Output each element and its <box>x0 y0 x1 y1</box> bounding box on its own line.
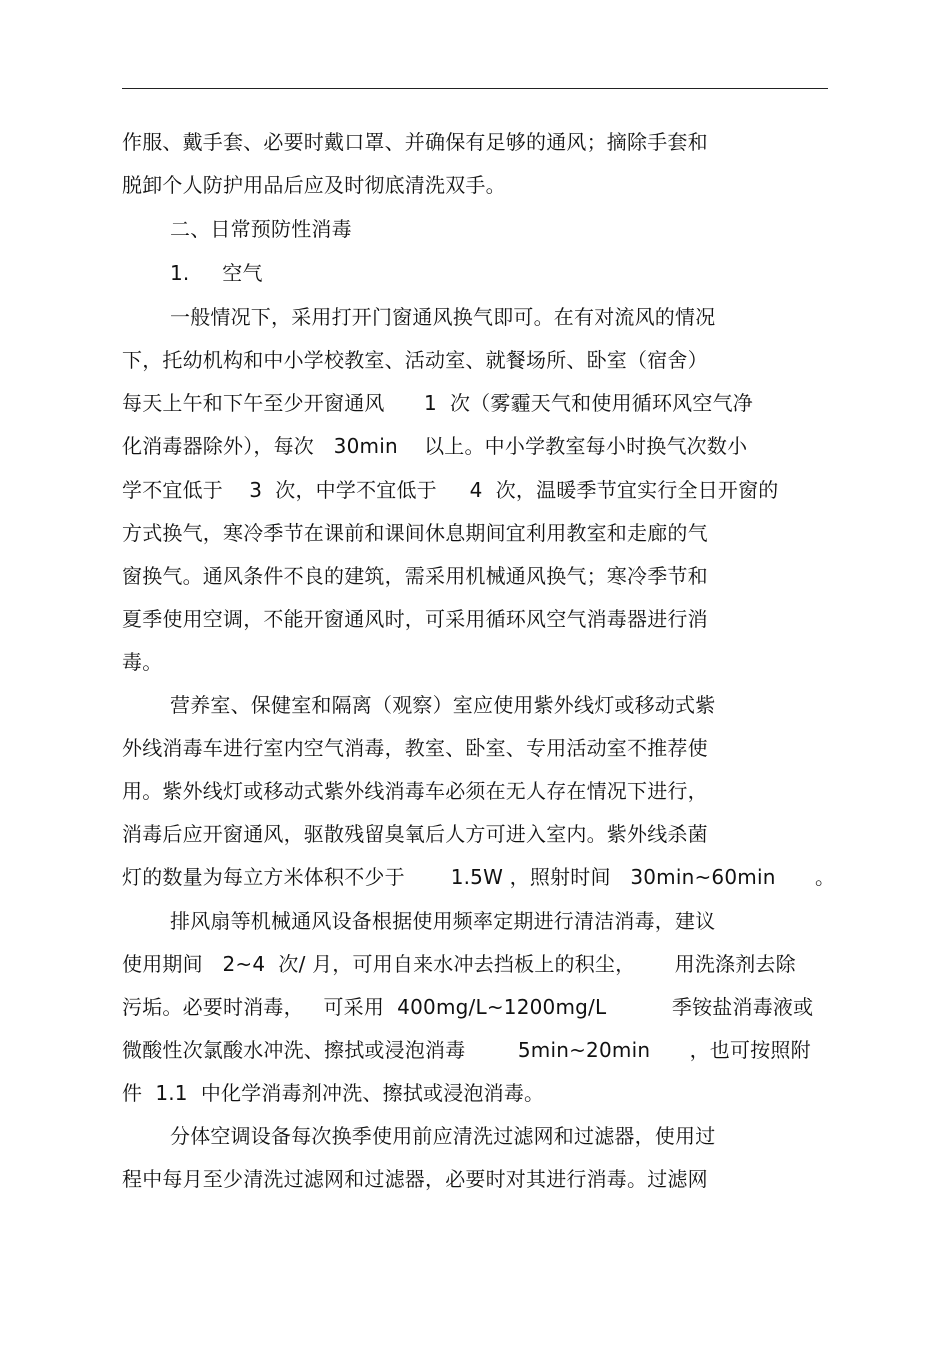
text-line: 排风扇等机械通风设备根据使用频率定期进行清洁消毒，建议 <box>170 909 716 933</box>
section-heading: 二、日常预防性消毒 <box>170 217 352 241</box>
text-line: 分体空调设备每次换季使用前应清洗过滤网和过滤器，使用过 <box>170 1124 716 1148</box>
text-line: 使用期间 2~4 次/ 月，可用自来水冲去挡板上的积尘， 用洗涤剂去除 <box>122 952 796 976</box>
text-line: 件 1.1 中化学消毒剂冲洗、擦拭或浸泡消毒。 <box>122 1081 545 1105</box>
text-line: 学不宜低于 3 次，中学不宜低于 4 次，温暖季节宜实行全日开窗的 <box>122 478 779 502</box>
text-line: 微酸性次氯酸水冲洗、擦拭或浸泡消毒 5min~20min ，也可按照附 <box>122 1038 811 1062</box>
text-line: 毒。 <box>122 650 163 674</box>
text-line: 脱卸个人防护用品后应及时彻底清洗双手。 <box>122 173 506 197</box>
text-line: 作服、戴手套、必要时戴口罩、并确保有足够的通风；摘除手套和 <box>122 130 708 154</box>
text-line: 化消毒器除外），每次 30min 以上。中小学教室每小时换气次数小 <box>122 434 748 458</box>
text-line: 窗换气。通风条件不良的建筑，需采用机械通风换气；寒冷季节和 <box>122 564 708 588</box>
subsection-heading: 1. 空气 <box>170 261 263 285</box>
text-line: 外线消毒车进行室内空气消毒，教室、卧室、专用活动室不推荐使 <box>122 736 708 760</box>
text-line: 营养室、保健室和隔离（观察）室应使用紫外线灯或移动式紫 <box>170 693 716 717</box>
text-line: 灯的数量为每立方米体积不少于 1.5W ，照射时间 30min~60min 。 <box>122 865 836 889</box>
text-line: 方式换气，寒冷季节在课前和课间休息期间宜利用教室和走廊的气 <box>122 521 708 545</box>
text-line: 程中每月至少清洗过滤网和过滤器，必要时对其进行消毒。过滤网 <box>122 1167 708 1191</box>
header-rule <box>122 88 828 89</box>
text-line: 每天上午和下午至少开窗通风 1 次（雾霾天气和使用循环风空气净 <box>122 391 753 415</box>
text-line: 下，托幼机构和中小学校教室、活动室、就餐场所、卧室（宿舍） <box>122 348 708 372</box>
text-line: 消毒后应开窗通风，驱散残留臭氧后人方可进入室内。紫外线杀菌 <box>122 822 708 846</box>
text-line: 污垢。必要时消毒， 可采用 400mg/L~1200mg/L 季铵盐消毒液或 <box>122 995 814 1019</box>
text-line: 一般情况下，采用打开门窗通风换气即可。在有对流风的情况 <box>170 305 716 329</box>
text-line: 用。紫外线灯或移动式紫外线消毒车必须在无人存在情况下进行， <box>122 779 708 803</box>
text-line: 夏季使用空调，不能开窗通风时，可采用循环风空气消毒器进行消 <box>122 607 708 631</box>
